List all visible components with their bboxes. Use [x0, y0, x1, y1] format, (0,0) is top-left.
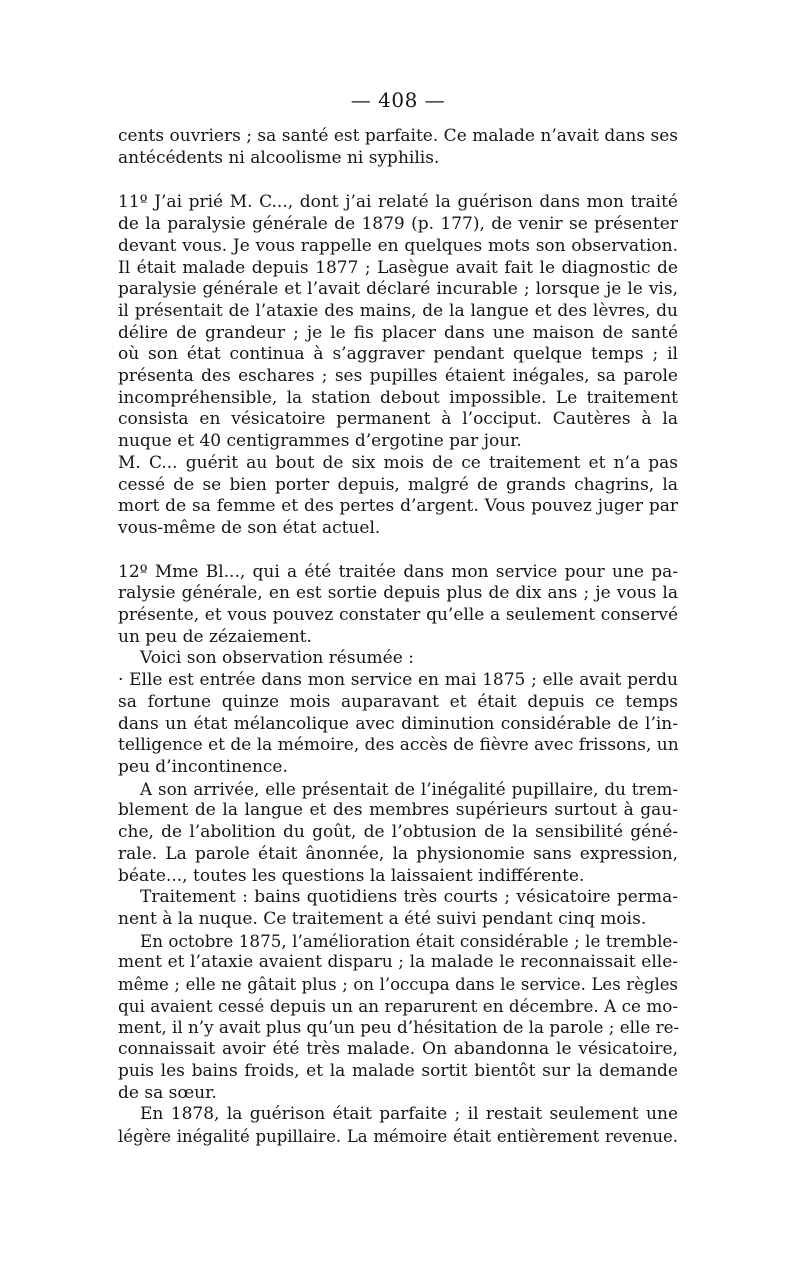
text-line: 11º J’ai prié M. C..., dont j’ai relaté la guérison dans mon traité: [118, 192, 678, 213]
text-line: Traitement : bains quotidiens très courts ; vésicatoire perma-: [140, 887, 678, 908]
text-line: peu d’incontinence.: [118, 756, 288, 777]
paragraph-1: [118, 126, 678, 169]
text-line: telligence et de la mémoire, des accès de fièvre avec frissons, un: [118, 735, 679, 756]
text-line: blement de la langue et des membres supérieurs surtout à gau-: [118, 800, 678, 821]
text-line: M. C... guérit au bout de six mois de ce traitement et n’a pas: [118, 452, 678, 473]
paragraph-case-12: [118, 562, 678, 649]
paragraph-cure: [118, 1104, 678, 1147]
text-line: 12º Mme Bl..., qui a été traitée dans mon service pour une pa-: [118, 561, 678, 582]
paragraph-outcome-c: [118, 453, 678, 540]
text-line: vous-même de son état actuel.: [118, 517, 381, 538]
paragraph-symptoms: [118, 779, 678, 888]
text-line: il présentait de l’ataxie des mains, de la langue et des lèvres, du: [118, 300, 678, 321]
text-line: En octobre 1875, l’amélioration était considérable ; le tremble-: [140, 930, 678, 951]
text-line: où son état continua à s’aggraver pendant quelque temps ; il: [118, 344, 678, 365]
text-line: présenta des eschares ; ses pupilles étaient inégales, sa parole: [118, 366, 678, 387]
text-line: nent à la nuque. Ce traitement a été suivi pendant cinq mois.: [118, 908, 647, 929]
paragraph-treatment: [118, 887, 678, 930]
text-line: ment et l’ataxie avaient disparu ; la malade le reconnaissait elle-: [118, 952, 678, 973]
text-line: cents ouvriers ; sa santé est parfaite. Ce malade n’avait dans ses: [118, 126, 678, 146]
text-line: de la paralysie générale de 1879 (p. 177), de venir se présenter: [118, 214, 678, 235]
text-line: che, de l’abolition du goût, de l’obtusion de la sensibilité géné-: [118, 822, 678, 843]
text-line: En 1878, la guérison était parfaite ; il restait seulement une: [140, 1104, 678, 1125]
text-line: béate..., toutes les questions la laissaient indifférente.: [118, 865, 585, 886]
text-line: même ; elle ne gâtait plus ; on l’occupa dans le service. Les règles: [118, 975, 678, 995]
paragraph-observation-intro: [118, 648, 678, 670]
text-line: un peu de zézaiement.: [118, 626, 312, 647]
text-line: A son arrivée, elle présentait de l’inégalité pupillaire, du trem-: [140, 778, 678, 799]
page-number: — 408 —: [350, 88, 446, 112]
text-line: antécédents ni alcoolisme ni syphilis.: [118, 147, 440, 168]
text-line: incompréhensible, la station debout impossible. Le traitement: [118, 387, 678, 408]
text-line: nuque et 40 centigrammes d’ergotine par jour.: [118, 431, 522, 452]
text-line: paralysie générale et l’avait déclaré incurable ; lorsque je le vis,: [118, 279, 678, 300]
paragraph-improvement: [118, 931, 678, 1105]
book-page: [118, 88, 678, 1148]
text-line: dans un état mélancolique avec diminution considérable de l’in-: [118, 713, 678, 734]
text-line: Il était malade depuis 1877 ; Lasègue avait fait le diagnostic de: [118, 257, 678, 278]
text-line: de sa sœur.: [118, 1082, 217, 1103]
text-line: consista en vésicatoire permanent à l’occiput. Cautères à la: [118, 409, 678, 430]
paragraph-admission: [118, 670, 678, 779]
paragraph-case-11: [118, 192, 678, 452]
text-line: connaissait avoir été très malade. On abandonna le vésicatoire,: [118, 1039, 678, 1060]
text-line: · Elle est entrée dans mon service en mai 1875 ; elle avait perdu: [118, 670, 678, 691]
text-line: ment, il n’y avait plus qu’un peu d’hésitation de la parole ; elle re-: [118, 1017, 680, 1038]
text-line: puis les bains froids, et la malade sortit bientôt sur la demande: [118, 1060, 678, 1081]
text-line: sa fortune quinze mois auparavant et était depuis ce temps: [118, 691, 678, 712]
text-line: mort de sa femme et des pertes d’argent. Vous pouvez juger par: [118, 496, 678, 517]
text-line: légère inégalité pupillaire. La mémoire était entièrement revenue.: [118, 1126, 678, 1146]
text-line: cessé de se bien porter depuis, malgré de grands chagrins, la: [118, 474, 678, 495]
text-line: ralysie générale, en est sortie depuis plus de dix ans ; je vous la: [118, 583, 678, 604]
text-line: devant vous. Je vous rappelle en quelques mots son observation.: [118, 235, 678, 256]
text-line: Voici son observation résumée :: [140, 648, 414, 669]
text-line: délire de grandeur ; je le fis placer dans une maison de santé: [118, 322, 678, 343]
text-line: présente, et vous pouvez constater qu’elle a seulement conservé: [118, 605, 678, 626]
text-line: rale. La parole était ânonnée, la physionomie sans expression,: [118, 843, 678, 864]
text-line: qui avaient cessé depuis un an reparurent en décembre. A ce mo-: [118, 995, 678, 1016]
